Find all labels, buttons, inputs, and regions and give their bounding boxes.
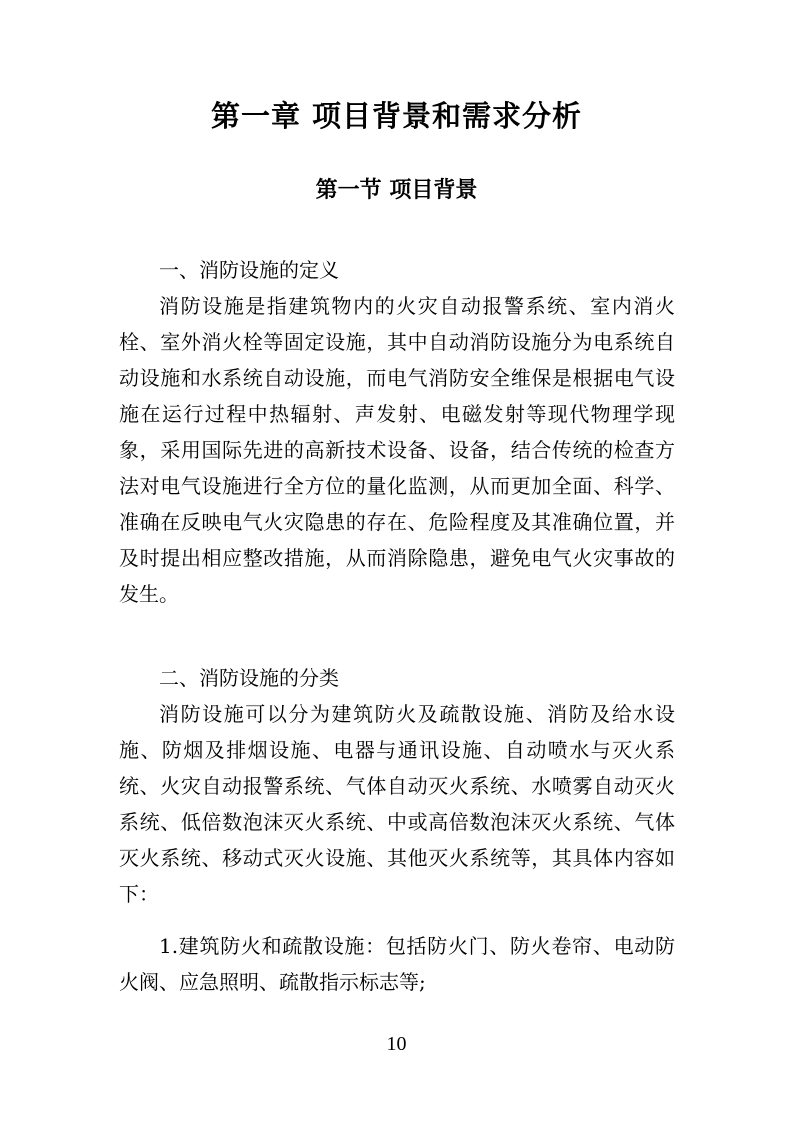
section-title: 第一节 项目背景 [315, 178, 478, 203]
list-item-building-fire-protection: 1.建筑防火和疏散设施：包括防火门、防火卷帘、电动防火阀、应急照明、疏散指示标志等; [119, 934, 675, 994]
chapter-title: 第一章 项目背景和需求分析 [210, 99, 583, 133]
paragraph-definition: 消防设施是指建筑物内的火灾自动报警系统、室内消火栓、室外消火栓等固定设施，其中自动消防设施分为电系统自动设施和水系统自动设施，而电气消防安全维保是根据电气设施在运行过程中热辐射、声发射、电磁发射等现代物理学现象，采用国际先进的高新技术设备、设备，结合传统的检查方法对电气设施进行全方位的量化监测，从而更加全面、科学、准确在反映电气火灾隐患的存在、危险程度及其准确位置，并及时提出相应整改措施，从而消除隐患，避免电气火灾事故的发生。 [119, 294, 675, 606]
page-number: 10 [386, 1033, 407, 1055]
heading-classification: 二、消防设施的分类 [159, 666, 339, 690]
heading-definition: 一、消防设施的定义 [159, 258, 339, 282]
paragraph-classification: 消防设施可以分为建筑防火及疏散设施、消防及给水设施、防烟及排烟设施、电器与通讯设施、自动喷水与灭火系统、火灾自动报警系统、气体自动灭火系统、水喷雾自动灭火系统、低倍数泡沫灭火系统、中或高倍数泡沫灭火系统、气体灭火系统、移动式灭火设施、其他灭火系统等，其具体内容如下： [119, 702, 675, 906]
